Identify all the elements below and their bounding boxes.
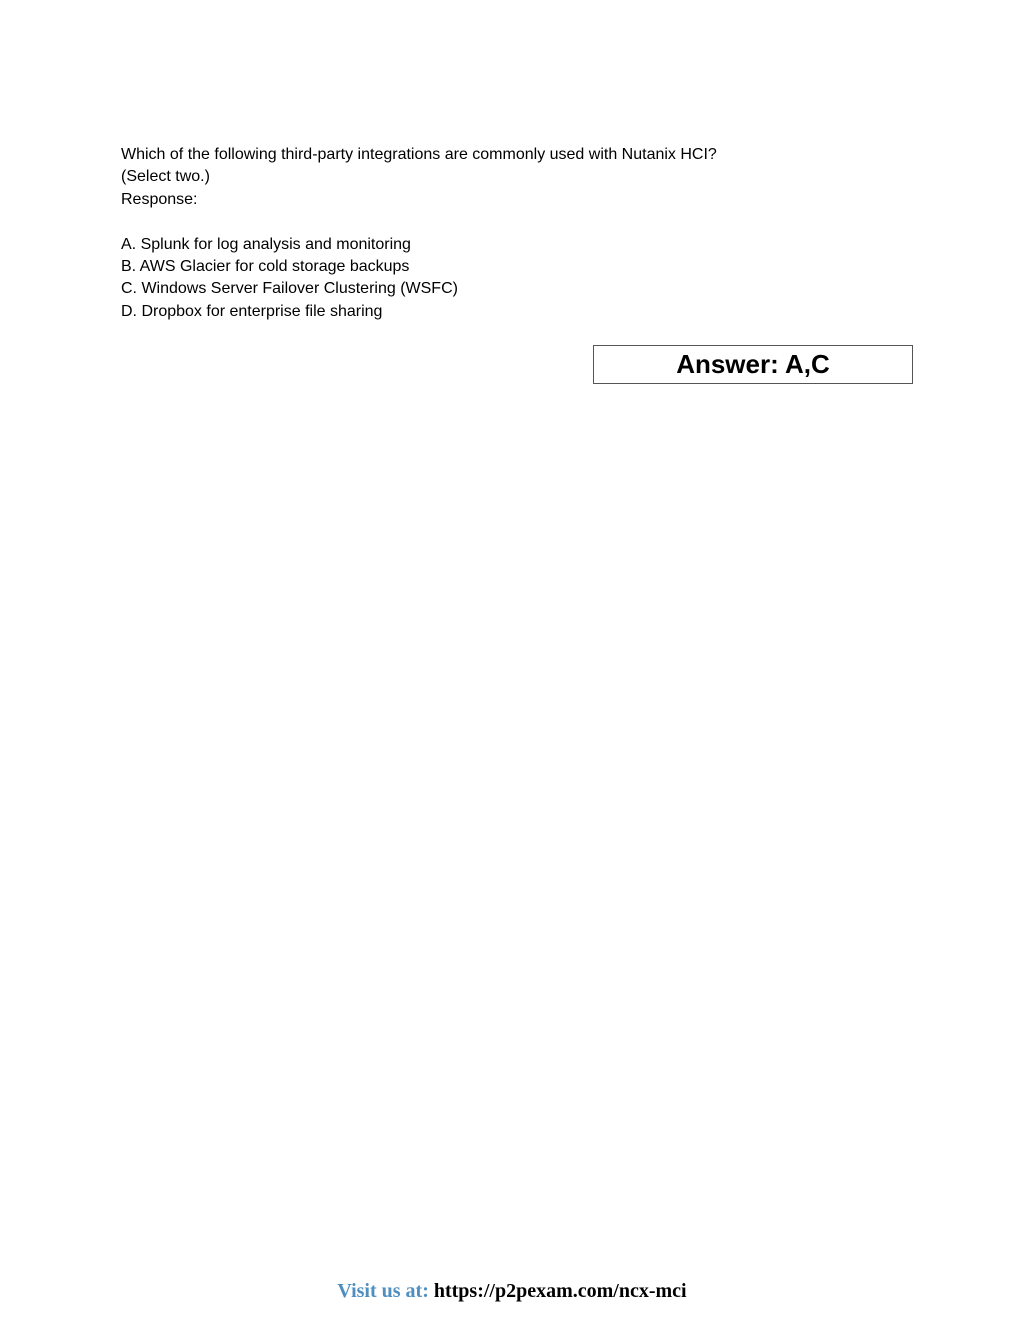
- question-text: Which of the following third-party integrations are commonly used with Nutanix HCI?: [121, 146, 717, 163]
- question-instruction: (Select two.): [121, 168, 210, 186]
- spacer: [121, 211, 901, 233]
- answer-box: [593, 345, 913, 384]
- response-label: Response:: [121, 190, 198, 208]
- option-b: B. AWS Glacier for cold storage backups: [121, 258, 410, 276]
- question-block: [121, 144, 901, 323]
- answer-text: Answer: A,C: [676, 349, 830, 379]
- option-c: C. Windows Server Failover Clustering (WSFC): [121, 280, 458, 298]
- footer-visit-label: Visit us at:: [337, 1280, 429, 1302]
- option-a: A. Splunk for log analysis and monitoring: [121, 235, 411, 253]
- option-d: D. Dropbox for enterprise file sharing: [121, 302, 383, 320]
- footer: [0, 1280, 1024, 1303]
- footer-url-link[interactable]: https://p2pexam.com/ncx-mci: [433, 1280, 687, 1302]
